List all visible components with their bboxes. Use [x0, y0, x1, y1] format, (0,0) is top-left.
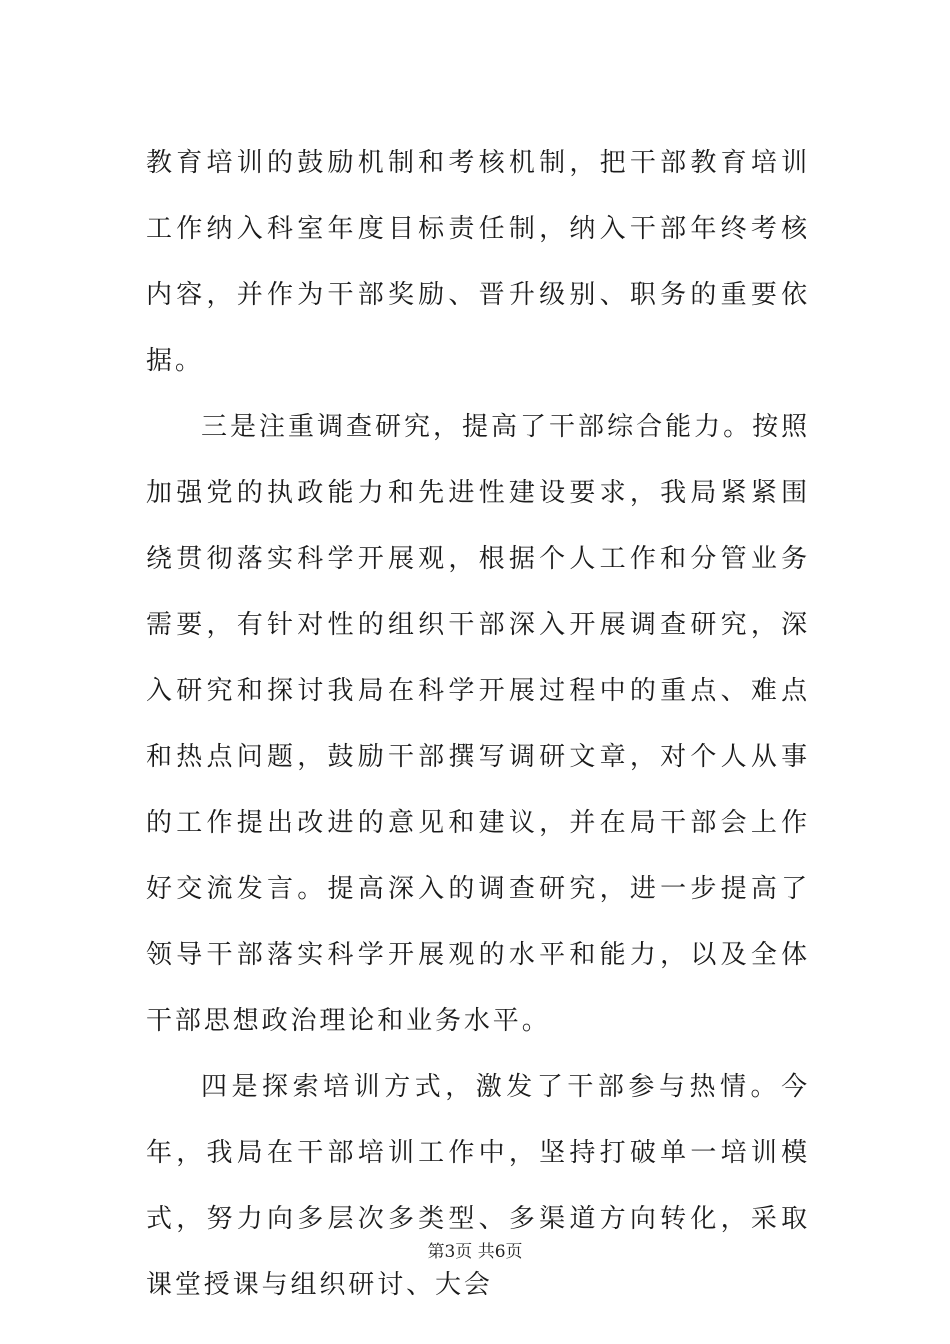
document-body: [146, 130, 810, 1318]
page-number-footer: 第3页 共6页: [427, 1242, 523, 1262]
paragraph-continuation: 教育培训的鼓励机制和考核机制，把干部教育培训工作纳入科室年度目标责任制，纳入干部年终考核内容，并作为干部奖励、晋升级别、职务的重要依据。: [146, 148, 810, 376]
paragraph-research: 三是注重调查研究，提高了干部综合能力。按照加强党的执政能力和先进性建设要求，我局紧紧围绕贯彻落实科学开展观，根据个人工作和分管业务需要，有针对性的组织干部深入开展调查研究，深入研究和探讨我局在科学开展过程中的重点、难点和热点问题，鼓励干部撰写调研文章，对个人从事的工作提出改进的意见和建议，并在局干部会上作好交流发言。提高深入的调查研究，进一步提高了领导干部落实科学开展观的水平和能力，以及全体干部思想政治理论和业务水平。: [146, 412, 810, 1036]
paragraph-training-methods: 四是探索培训方式，激发了干部参与热情。今年，我局在干部培训工作中，坚持打破单一培训模式，努力向多层次多类型、多渠道方向转化，采取课堂授课与组织研讨、大会: [146, 1072, 810, 1300]
